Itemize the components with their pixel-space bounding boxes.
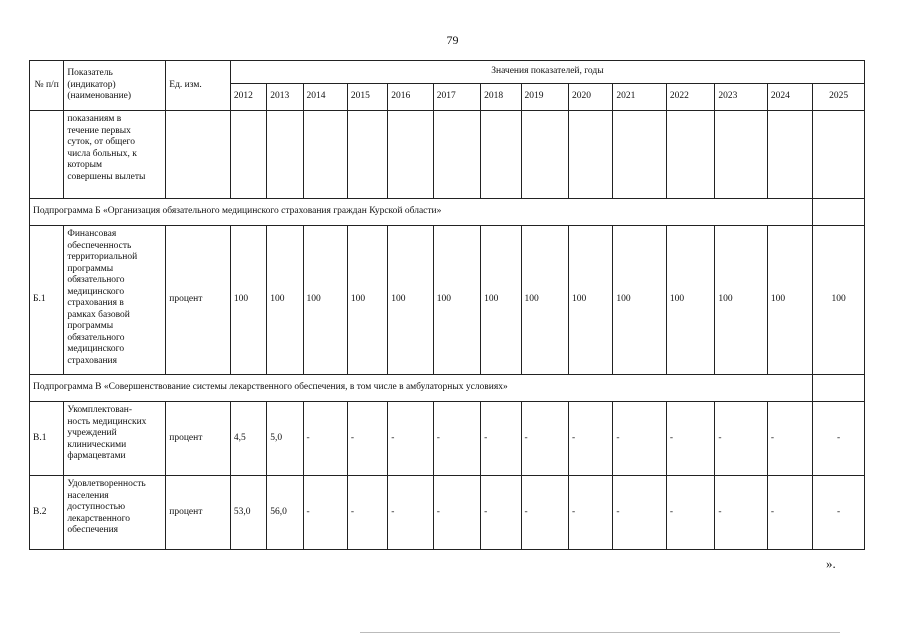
indicator-line: доступностью bbox=[67, 502, 126, 512]
value-cell: 5,0 bbox=[267, 402, 303, 476]
value-cell: - bbox=[666, 402, 714, 476]
indicator-line: лекарственного bbox=[67, 513, 131, 524]
value-cell bbox=[568, 111, 612, 199]
value-cell: - bbox=[433, 476, 480, 550]
value-cell: 100 bbox=[715, 226, 767, 375]
indicator-line: населения bbox=[67, 490, 109, 501]
section-v-row bbox=[30, 375, 865, 402]
value-cell: 100 bbox=[813, 226, 865, 375]
section-b-tail bbox=[813, 199, 865, 226]
year-cell: 2013 bbox=[267, 84, 303, 111]
indicator-cell bbox=[64, 111, 166, 199]
year-cell: 2024 bbox=[767, 84, 812, 111]
indicator-line: числа больных, к bbox=[67, 148, 137, 159]
indicator-cell bbox=[64, 476, 166, 550]
value-cell: - bbox=[715, 402, 767, 476]
year-cell: 2025 bbox=[813, 84, 865, 111]
indicator-header-line: Показатель bbox=[67, 68, 113, 79]
row-v2 bbox=[30, 476, 865, 550]
bottom-rule bbox=[360, 632, 840, 633]
value-cell bbox=[303, 111, 347, 199]
indicator-cell bbox=[64, 402, 166, 476]
indicator-line: территориальной bbox=[67, 252, 138, 262]
row-b1 bbox=[30, 226, 865, 375]
num-header: № п/п bbox=[30, 61, 64, 111]
value-cell: 100 bbox=[433, 226, 480, 375]
value-cell: 100 bbox=[666, 226, 714, 375]
indicator-line: суток, от общего bbox=[67, 137, 135, 147]
year-cell: 2014 bbox=[303, 84, 347, 111]
page-number: 79 bbox=[446, 33, 459, 47]
num-cell bbox=[30, 111, 64, 199]
num-cell: В.2 bbox=[30, 476, 64, 550]
value-cell: - bbox=[613, 402, 667, 476]
section-v-tail bbox=[813, 375, 865, 402]
value-cell: - bbox=[813, 402, 865, 476]
indicator-line: течение первых bbox=[67, 125, 131, 136]
section-b-title: Подпрограмма Б «Организация обязательного медицинского страхования граждан Курской области» bbox=[30, 199, 813, 226]
value-cell bbox=[767, 111, 812, 199]
value-cell bbox=[813, 111, 865, 199]
indicator-line: медицинского bbox=[67, 286, 125, 297]
value-cell: 100 bbox=[521, 226, 568, 375]
value-cell: 100 bbox=[347, 226, 387, 375]
unit-cell bbox=[166, 111, 231, 199]
value-cell bbox=[521, 111, 568, 199]
value-cell: - bbox=[715, 476, 767, 550]
value-cell: 100 bbox=[267, 226, 303, 375]
year-cell: 2023 bbox=[715, 84, 767, 111]
year-cell: 2021 bbox=[613, 84, 667, 111]
value-cell bbox=[347, 111, 387, 199]
value-cell: - bbox=[303, 402, 347, 476]
indicator-line: обеспечения bbox=[67, 525, 119, 535]
num-cell: В.1 bbox=[30, 402, 64, 476]
value-cell bbox=[613, 111, 667, 199]
value-cell bbox=[388, 111, 433, 199]
indicator-cell bbox=[64, 226, 166, 375]
year-cell: 2019 bbox=[521, 84, 568, 111]
value-cell: 100 bbox=[568, 226, 612, 375]
indicator-line: ность медицинских bbox=[67, 416, 147, 427]
indicator-line: рамках базовой bbox=[67, 309, 130, 320]
value-cell bbox=[481, 111, 521, 199]
value-cell: - bbox=[347, 476, 387, 550]
indicators-table bbox=[29, 60, 865, 550]
indicator-line: страхования bbox=[67, 355, 118, 366]
section-v-title: Подпрограмма В «Совершенствование системы лекарственного обеспечения, в том числе в амбулаторных условиях» bbox=[30, 375, 813, 402]
indicator-line: обязательного bbox=[67, 332, 125, 343]
closing-quote-mark: ». bbox=[826, 556, 836, 571]
indicator-header bbox=[64, 61, 166, 111]
value-cell: - bbox=[433, 402, 480, 476]
indicator-line: Удовлетворенность bbox=[67, 479, 146, 489]
value-cell: - bbox=[666, 476, 714, 550]
value-cell: - bbox=[388, 402, 433, 476]
value-cell bbox=[666, 111, 714, 199]
year-cell: 2020 bbox=[568, 84, 612, 111]
value-cell: - bbox=[481, 476, 521, 550]
indicator-line: которым bbox=[67, 160, 102, 170]
unit-header: Ед. изм. bbox=[166, 61, 231, 111]
value-cell bbox=[715, 111, 767, 199]
indicator-line: страхования в bbox=[67, 298, 124, 308]
indicator-line: Финансовая bbox=[67, 229, 117, 239]
value-cell: - bbox=[613, 476, 667, 550]
indicator-line: медицинского bbox=[67, 344, 125, 354]
value-cell: 53,0 bbox=[230, 476, 266, 550]
indicator-line: программы bbox=[67, 321, 114, 331]
value-cell bbox=[433, 111, 480, 199]
value-cell bbox=[230, 111, 266, 199]
value-cell: 100 bbox=[481, 226, 521, 375]
value-cell: 100 bbox=[613, 226, 667, 375]
value-cell: 100 bbox=[230, 226, 266, 375]
value-cell: - bbox=[481, 402, 521, 476]
indicator-line: учреждений bbox=[67, 428, 117, 438]
value-cell: 100 bbox=[388, 226, 433, 375]
row-v1 bbox=[30, 402, 865, 476]
indicator-header-line: (индикатор) bbox=[67, 79, 116, 90]
value-cell: 100 bbox=[303, 226, 347, 375]
continuation-row bbox=[30, 111, 865, 199]
value-cell: - bbox=[303, 476, 347, 550]
section-b-row bbox=[30, 199, 865, 226]
value-cell: 4,5 bbox=[230, 402, 266, 476]
value-cell: - bbox=[521, 476, 568, 550]
unit-cell: процент bbox=[166, 226, 231, 375]
value-cell: 56,0 bbox=[267, 476, 303, 550]
value-cell: - bbox=[388, 476, 433, 550]
indicator-line: программы bbox=[67, 263, 114, 274]
indicator-line: фармацевтами bbox=[67, 451, 126, 461]
value-cell bbox=[267, 111, 303, 199]
indicator-line: Укомплектован- bbox=[67, 405, 133, 415]
value-cell: - bbox=[347, 402, 387, 476]
indicator-line: обязательного bbox=[67, 275, 125, 285]
year-cell: 2016 bbox=[388, 84, 433, 111]
values-header: Значения показателей, годы bbox=[230, 61, 864, 84]
value-cell: - bbox=[568, 476, 612, 550]
value-cell: - bbox=[521, 402, 568, 476]
indicator-line: совершены вылеты bbox=[67, 171, 146, 182]
year-cell: 2022 bbox=[666, 84, 714, 111]
value-cell: - bbox=[767, 402, 812, 476]
num-cell: Б.1 bbox=[30, 226, 64, 375]
value-cell: - bbox=[568, 402, 612, 476]
value-cell: - bbox=[767, 476, 812, 550]
year-cell: 2018 bbox=[481, 84, 521, 111]
unit-cell: процент bbox=[166, 402, 231, 476]
year-cell: 2015 bbox=[347, 84, 387, 111]
unit-cell: процент bbox=[166, 476, 231, 550]
value-cell: 100 bbox=[767, 226, 812, 375]
indicator-header-line: (наименование) bbox=[67, 91, 132, 102]
year-cell: 2012 bbox=[230, 84, 266, 111]
header-row bbox=[30, 61, 865, 84]
year-cell: 2017 bbox=[433, 84, 480, 111]
indicator-line: обеспеченность bbox=[67, 240, 132, 251]
value-cell: - bbox=[813, 476, 865, 550]
indicator-line: клиническими bbox=[67, 439, 127, 450]
indicator-line: показаниям в bbox=[67, 114, 122, 124]
